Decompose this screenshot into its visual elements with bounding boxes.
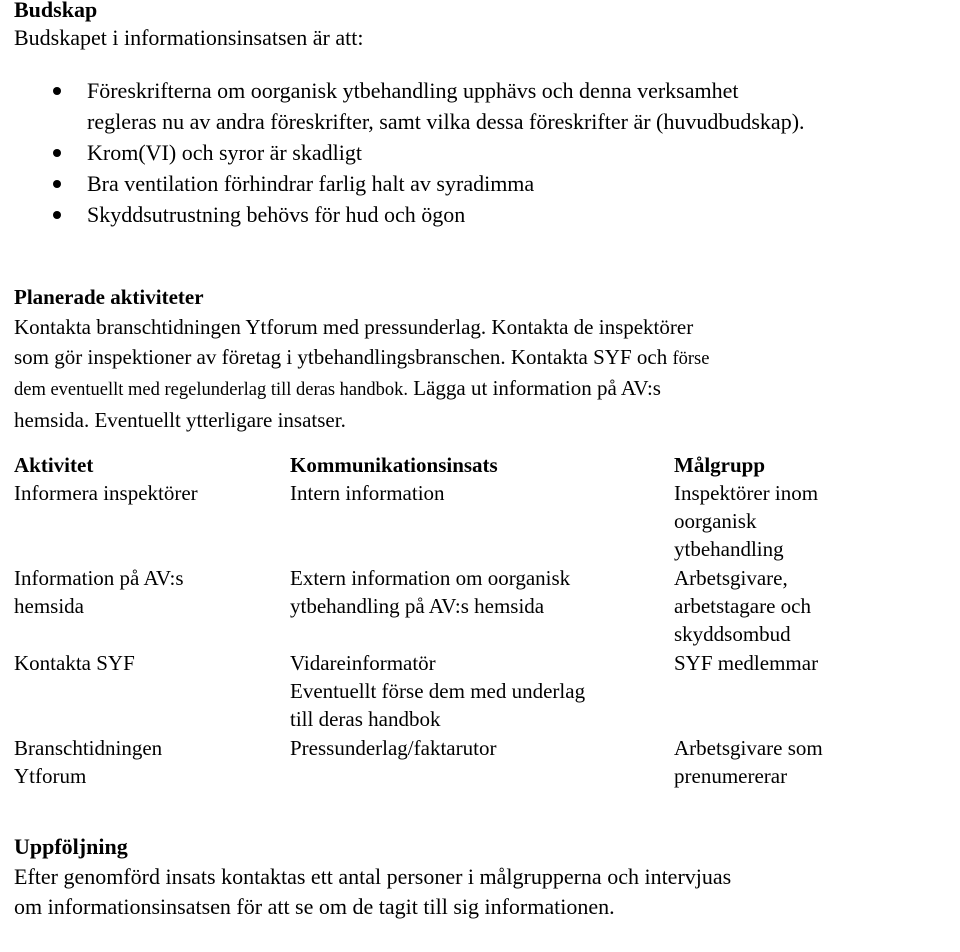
- bullet-icon: [53, 149, 61, 157]
- cell-text: Kontakta SYF: [14, 651, 135, 675]
- column-header-malgrupp: Målgrupp: [674, 453, 766, 477]
- column-header-aktivitet: Aktivitet: [14, 453, 94, 477]
- table-cell: [14, 479, 290, 563]
- cell-text: Inspektörer inom: [674, 481, 819, 505]
- cell-text: oorganisk: [674, 509, 757, 533]
- table-cell: [14, 648, 290, 733]
- table-cell: [14, 563, 290, 648]
- activities-line-small: förse: [672, 348, 710, 369]
- cell-text: skyddsombud: [674, 622, 791, 646]
- cell-text: ytbehandling på AV:s hemsida: [290, 594, 545, 618]
- table-row: [14, 733, 954, 790]
- list-item: [14, 199, 960, 230]
- heading-activities: Planerade aktiviteter: [14, 285, 204, 309]
- followup-section: [14, 832, 960, 922]
- cell-text: Eventuellt förse dem med underlag: [290, 679, 586, 703]
- cell-text: Arbetsgivare,: [674, 566, 788, 590]
- activity-table: [14, 451, 954, 790]
- intro-text: Budskapet i informationsinsatsen är att:: [14, 25, 364, 50]
- list-item: [14, 168, 960, 199]
- followup-text: [14, 862, 960, 922]
- cell-text: Pressunderlag/faktarutor: [290, 736, 497, 760]
- activities-paragraph: [14, 313, 944, 435]
- table-cell: [674, 479, 954, 563]
- message-text: Skyddsutrustning behövs för hud och ögon: [87, 202, 466, 227]
- table-cell: [674, 648, 954, 733]
- cell-text: Arbetsgivare som: [674, 736, 823, 760]
- cell-text: ytbehandling: [674, 537, 784, 561]
- table-cell: [290, 479, 674, 563]
- table-cell: [674, 733, 954, 790]
- cell-text: SYF medlemmar: [674, 651, 819, 675]
- table-row: [14, 479, 954, 563]
- activities-line-small: dem eventuellt med regelunderlag till deras handbok.: [14, 380, 409, 400]
- activities-line: Lägga ut information på AV:s: [413, 376, 661, 400]
- heading-followup: Uppföljning: [14, 834, 128, 859]
- message-text: regleras nu av andra föreskrifter, samt vilka dessa föreskrifter är (huvudbudskap).: [87, 109, 805, 134]
- table-header-row: [14, 451, 954, 479]
- cell-text: Ytforum: [14, 764, 87, 788]
- followup-line: Efter genomförd insats kontaktas ett antal personer i målgrupperna och intervjuas: [14, 864, 732, 889]
- table-cell: [290, 648, 674, 733]
- table-cell: [14, 733, 290, 790]
- table-cell: [290, 563, 674, 648]
- activities-line: hemsida. Eventuellt ytterligare insatser.: [14, 407, 346, 432]
- list-item: [14, 137, 960, 168]
- bullet-icon: [53, 180, 61, 188]
- message-text: Krom(VI) och syror är skadligt: [87, 140, 362, 165]
- table-row: [14, 648, 954, 733]
- cell-text: prenumererar: [674, 764, 788, 788]
- cell-text: Branschtidningen: [14, 736, 163, 760]
- list-item: [14, 75, 960, 137]
- followup-line: om informationsinsatsen för att se om de tagit till sig informationen.: [14, 894, 615, 919]
- message-text: Föreskrifterna om oorganisk ytbehandling upphävs och denna verksamhet: [87, 78, 739, 103]
- column-header-kommunikationsinsats: Kommunikationsinsats: [290, 453, 498, 477]
- bullet-icon: [53, 87, 61, 95]
- heading-budskap: Budskap: [14, 0, 98, 22]
- table-row: [14, 563, 954, 648]
- cell-text: arbetstagare och: [674, 594, 812, 618]
- cell-text: hemsida: [14, 594, 84, 618]
- activities-line: Kontakta branschtidningen Ytforum med pressunderlag. Kontakta de inspektörer: [14, 315, 694, 339]
- table-cell: [290, 733, 674, 790]
- bullet-icon: [53, 211, 61, 219]
- cell-text: Intern information: [290, 481, 445, 505]
- cell-text: Extern information om oorganisk: [290, 566, 571, 590]
- cell-text: Informera inspektörer: [14, 481, 198, 505]
- message-text: Bra ventilation förhindrar farlig halt av syradimma: [87, 171, 535, 196]
- table-cell: [674, 563, 954, 648]
- cell-text: Information på AV:s: [14, 566, 184, 590]
- activities-line: som gör inspektioner av företag i ytbehandlingsbranschen. Kontakta SYF och: [14, 344, 668, 369]
- message-list: [14, 75, 960, 230]
- cell-text: till deras handbok: [290, 707, 441, 731]
- cell-text: Vidareinformatör: [290, 651, 436, 675]
